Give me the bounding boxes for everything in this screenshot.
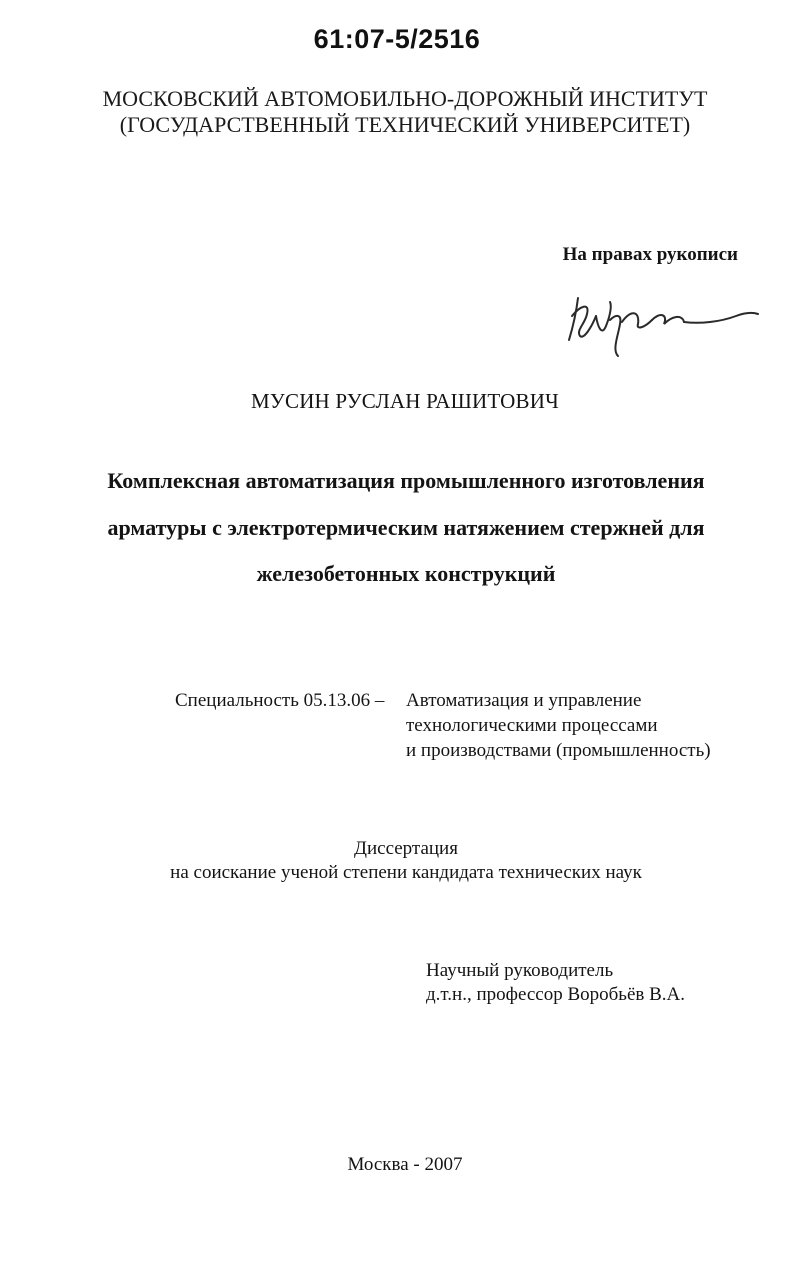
institution-subtitle: (ГОСУДАРСТВЕННЫЙ ТЕХНИЧЕСКИЙ УНИВЕРСИТЕТ) xyxy=(119,112,691,137)
degree-statement: на соискание ученой степени кандидата технических наук xyxy=(170,862,642,883)
place-and-year: Москва - 2007 xyxy=(347,1154,463,1175)
dissertation-title-line-1: Комплексная автоматизация промышленного изготовления xyxy=(107,468,705,493)
document-type: Диссертация xyxy=(354,838,458,859)
dissertation-title-line-3: железобетонных конструкций xyxy=(256,561,556,586)
handwritten-signature xyxy=(560,280,760,362)
specialty-description-line-2: технологическими процессами xyxy=(406,715,658,736)
specialty-description-line-1: Автоматизация и управление xyxy=(406,690,642,711)
author-name: МУСИН РУСЛАН РАШИТОВИЧ xyxy=(251,389,559,413)
institution-name: МОСКОВСКИЙ АВТОМОБИЛЬНО-ДОРОЖНЫЙ ИНСТИТУТ xyxy=(102,86,708,111)
specialty-label: Специальность 05.13.06 – xyxy=(175,690,385,711)
manuscript-rights-note: На правах рукописи xyxy=(562,244,738,265)
supervisor-label: Научный руководитель xyxy=(426,960,614,981)
supervisor-name: д.т.н., профессор Воробьёв В.А. xyxy=(426,984,686,1005)
archive-stamp-code: 61:07-5/2516 xyxy=(313,24,481,54)
dissertation-title-line-2: арматуры с электротермическим натяжением стержней для xyxy=(107,515,705,540)
specialty-description-line-3: и производствами (промышленность) xyxy=(406,740,711,761)
